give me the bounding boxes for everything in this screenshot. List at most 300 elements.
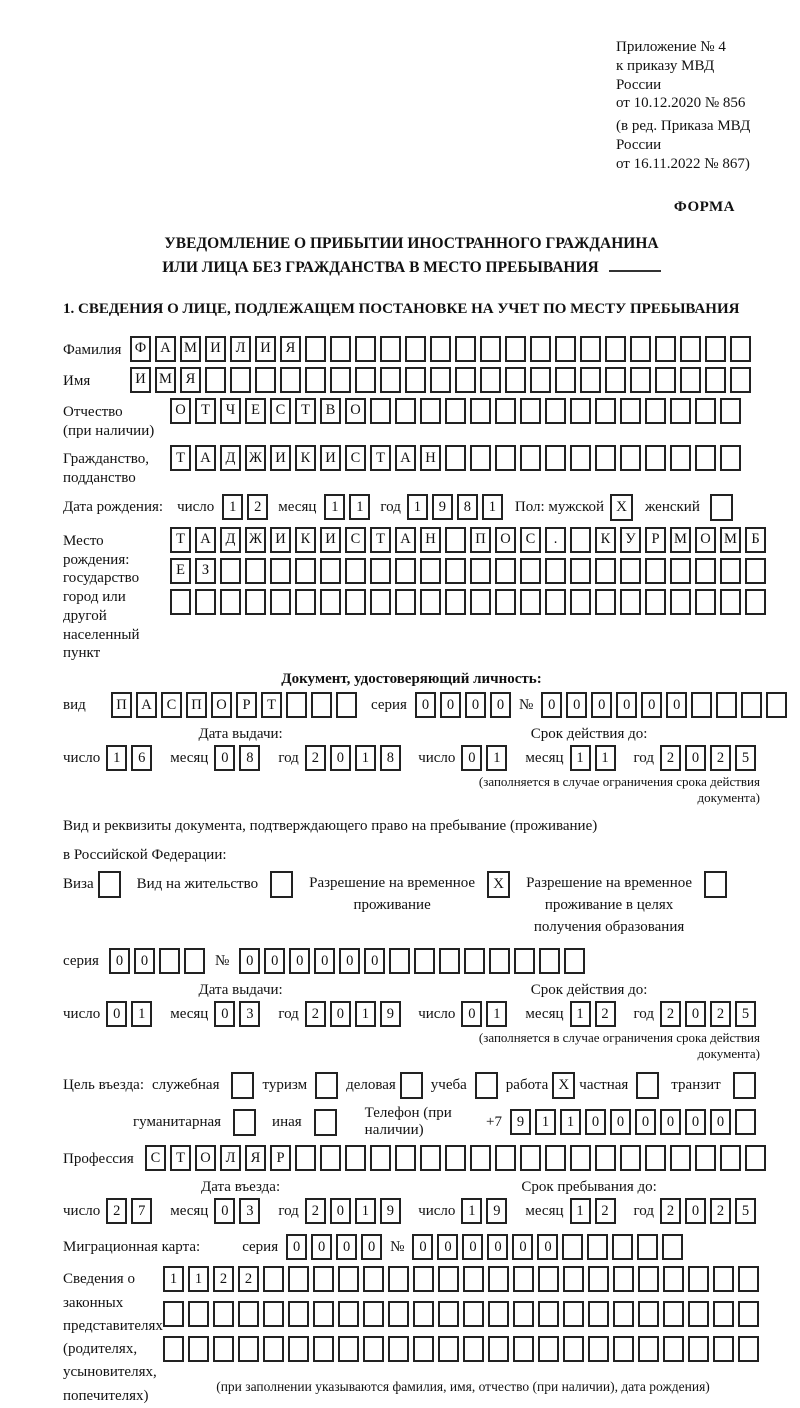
char-cell[interactable]: [670, 398, 691, 424]
char-cell[interactable]: 8: [380, 745, 401, 771]
char-cell[interactable]: А: [395, 445, 416, 471]
char-cell[interactable]: [513, 1336, 534, 1362]
char-cell[interactable]: [513, 1301, 534, 1327]
char-cell[interactable]: [595, 589, 616, 615]
char-cell[interactable]: 1: [486, 1001, 507, 1027]
char-cell[interactable]: [645, 558, 666, 584]
char-cell[interactable]: [295, 1145, 316, 1171]
char-cell[interactable]: [570, 398, 591, 424]
char-cell[interactable]: [463, 1266, 484, 1292]
migration-series-cells[interactable]: [286, 1234, 386, 1260]
char-cell[interactable]: 1: [355, 1001, 376, 1027]
char-cell[interactable]: Я: [180, 367, 201, 393]
char-cell[interactable]: Д: [220, 527, 241, 553]
char-cell[interactable]: [163, 1301, 184, 1327]
char-cell[interactable]: 0: [330, 1198, 351, 1224]
char-cell[interactable]: [670, 445, 691, 471]
char-cell[interactable]: Т: [170, 445, 191, 471]
char-cell[interactable]: [320, 558, 341, 584]
char-cell[interactable]: Ж: [245, 527, 266, 553]
char-cell[interactable]: П: [470, 527, 491, 553]
char-cell[interactable]: [538, 1336, 559, 1362]
char-cell[interactable]: [388, 1266, 409, 1292]
char-cell[interactable]: 0: [685, 1109, 706, 1135]
char-cell[interactable]: [570, 558, 591, 584]
char-cell[interactable]: [563, 1336, 584, 1362]
char-cell[interactable]: [395, 589, 416, 615]
char-cell[interactable]: [238, 1336, 259, 1362]
char-cell[interactable]: [655, 367, 676, 393]
char-cell[interactable]: О: [695, 527, 716, 553]
char-cell[interactable]: [370, 1145, 391, 1171]
char-cell[interactable]: М: [180, 336, 201, 362]
char-cell[interactable]: [495, 589, 516, 615]
char-cell[interactable]: [595, 1145, 616, 1171]
char-cell[interactable]: М: [720, 527, 741, 553]
char-cell[interactable]: Ф: [130, 336, 151, 362]
char-cell[interactable]: 1: [486, 745, 507, 771]
char-cell[interactable]: [213, 1336, 234, 1362]
citizenship-cells[interactable]: [170, 445, 745, 471]
profession-cells[interactable]: [145, 1145, 770, 1171]
char-cell[interactable]: Н: [420, 527, 441, 553]
char-cell[interactable]: [720, 589, 741, 615]
char-cell[interactable]: [470, 558, 491, 584]
char-cell[interactable]: [688, 1336, 709, 1362]
char-cell[interactable]: 1: [324, 494, 345, 520]
char-cell[interactable]: [505, 367, 526, 393]
char-cell[interactable]: 0: [289, 948, 310, 974]
char-cell[interactable]: Я: [280, 336, 301, 362]
char-cell[interactable]: К: [295, 445, 316, 471]
char-cell[interactable]: 0: [412, 1234, 433, 1260]
char-cell[interactable]: 2: [106, 1198, 127, 1224]
char-cell[interactable]: [695, 398, 716, 424]
char-cell[interactable]: [438, 1301, 459, 1327]
char-cell[interactable]: 9: [432, 494, 453, 520]
edu-permit-checkbox[interactable]: [704, 871, 727, 898]
char-cell[interactable]: 1: [349, 494, 370, 520]
residence-series-cells[interactable]: [109, 948, 209, 974]
char-cell[interactable]: И: [320, 527, 341, 553]
char-cell[interactable]: [495, 1145, 516, 1171]
purpose-tourism-checkbox[interactable]: [315, 1072, 338, 1099]
char-cell[interactable]: [489, 948, 510, 974]
purpose-other-checkbox[interactable]: [314, 1109, 337, 1136]
char-cell[interactable]: [255, 367, 276, 393]
char-cell[interactable]: [513, 1266, 534, 1292]
char-cell[interactable]: [680, 367, 701, 393]
legal-reps-cells-2[interactable]: [163, 1301, 763, 1327]
char-cell[interactable]: [280, 367, 301, 393]
char-cell[interactable]: [470, 398, 491, 424]
char-cell[interactable]: Л: [220, 1145, 241, 1171]
char-cell[interactable]: [670, 1145, 691, 1171]
char-cell[interactable]: 0: [591, 692, 612, 718]
char-cell[interactable]: 2: [660, 1198, 681, 1224]
char-cell[interactable]: [463, 1336, 484, 1362]
char-cell[interactable]: [530, 336, 551, 362]
char-cell[interactable]: [445, 445, 466, 471]
char-cell[interactable]: [663, 1301, 684, 1327]
entry-year-cells[interactable]: [305, 1198, 405, 1224]
char-cell[interactable]: С: [270, 398, 291, 424]
char-cell[interactable]: [438, 1336, 459, 1362]
char-cell[interactable]: 1: [188, 1266, 209, 1292]
char-cell[interactable]: [730, 367, 751, 393]
char-cell[interactable]: У: [620, 527, 641, 553]
char-cell[interactable]: 0: [239, 948, 260, 974]
char-cell[interactable]: [305, 336, 326, 362]
char-cell[interactable]: [520, 558, 541, 584]
char-cell[interactable]: [630, 367, 651, 393]
char-cell[interactable]: [695, 589, 716, 615]
char-cell[interactable]: 2: [595, 1001, 616, 1027]
char-cell[interactable]: 8: [239, 745, 260, 771]
char-cell[interactable]: [587, 1234, 608, 1260]
char-cell[interactable]: [620, 398, 641, 424]
char-cell[interactable]: 0: [214, 745, 235, 771]
residence-permit-checkbox[interactable]: [270, 871, 293, 898]
residence-validity-year-cells[interactable]: [660, 1001, 760, 1027]
given-name-cells[interactable]: [130, 367, 755, 393]
char-cell[interactable]: [637, 1234, 658, 1260]
char-cell[interactable]: Р: [645, 527, 666, 553]
char-cell[interactable]: 0: [336, 1234, 357, 1260]
char-cell[interactable]: [430, 336, 451, 362]
char-cell[interactable]: [445, 527, 466, 553]
char-cell[interactable]: [520, 1145, 541, 1171]
char-cell[interactable]: [184, 948, 205, 974]
char-cell[interactable]: [716, 692, 737, 718]
char-cell[interactable]: [645, 589, 666, 615]
residence-issue-day-cells[interactable]: [106, 1001, 156, 1027]
char-cell[interactable]: 1: [570, 745, 591, 771]
char-cell[interactable]: П: [111, 692, 132, 718]
char-cell[interactable]: [163, 1336, 184, 1362]
char-cell[interactable]: 0: [214, 1198, 235, 1224]
char-cell[interactable]: [605, 367, 626, 393]
char-cell[interactable]: [505, 336, 526, 362]
residence-validity-day-cells[interactable]: [461, 1001, 511, 1027]
char-cell[interactable]: [330, 367, 351, 393]
char-cell[interactable]: 0: [339, 948, 360, 974]
char-cell[interactable]: [263, 1301, 284, 1327]
char-cell[interactable]: Т: [370, 445, 391, 471]
char-cell[interactable]: 1: [131, 1001, 152, 1027]
char-cell[interactable]: [555, 336, 576, 362]
char-cell[interactable]: 5: [735, 1001, 756, 1027]
char-cell[interactable]: [730, 336, 751, 362]
char-cell[interactable]: [405, 336, 426, 362]
char-cell[interactable]: 1: [595, 745, 616, 771]
char-cell[interactable]: Т: [170, 527, 191, 553]
char-cell[interactable]: М: [670, 527, 691, 553]
char-cell[interactable]: [720, 1145, 741, 1171]
char-cell[interactable]: [420, 589, 441, 615]
char-cell[interactable]: [414, 948, 435, 974]
char-cell[interactable]: 1: [570, 1198, 591, 1224]
char-cell[interactable]: [595, 398, 616, 424]
char-cell[interactable]: И: [270, 527, 291, 553]
doc-number-cells[interactable]: [541, 692, 791, 718]
char-cell[interactable]: 1: [570, 1001, 591, 1027]
char-cell[interactable]: [270, 589, 291, 615]
char-cell[interactable]: [620, 445, 641, 471]
char-cell[interactable]: [766, 692, 787, 718]
char-cell[interactable]: [395, 398, 416, 424]
char-cell[interactable]: [580, 367, 601, 393]
char-cell[interactable]: 0: [361, 1234, 382, 1260]
char-cell[interactable]: [570, 1145, 591, 1171]
char-cell[interactable]: 0: [666, 692, 687, 718]
char-cell[interactable]: 1: [222, 494, 243, 520]
char-cell[interactable]: [445, 558, 466, 584]
char-cell[interactable]: 1: [407, 494, 428, 520]
char-cell[interactable]: 0: [314, 948, 335, 974]
char-cell[interactable]: [713, 1266, 734, 1292]
char-cell[interactable]: [612, 1234, 633, 1260]
char-cell[interactable]: [539, 948, 560, 974]
char-cell[interactable]: [345, 558, 366, 584]
char-cell[interactable]: [170, 589, 191, 615]
char-cell[interactable]: 0: [311, 1234, 332, 1260]
char-cell[interactable]: Е: [170, 558, 191, 584]
doc-series-cells[interactable]: [415, 692, 515, 718]
char-cell[interactable]: [413, 1266, 434, 1292]
char-cell[interactable]: [488, 1266, 509, 1292]
char-cell[interactable]: [670, 589, 691, 615]
residence-number-cells[interactable]: [239, 948, 589, 974]
char-cell[interactable]: 2: [710, 1198, 731, 1224]
purpose-study-checkbox[interactable]: [475, 1072, 498, 1099]
char-cell[interactable]: С: [345, 527, 366, 553]
char-cell[interactable]: Б: [745, 527, 766, 553]
char-cell[interactable]: [330, 336, 351, 362]
char-cell[interactable]: С: [161, 692, 182, 718]
char-cell[interactable]: [613, 1336, 634, 1362]
char-cell[interactable]: [213, 1301, 234, 1327]
char-cell[interactable]: [464, 948, 485, 974]
char-cell[interactable]: [395, 1145, 416, 1171]
legal-reps-cells-3[interactable]: [163, 1336, 763, 1362]
migration-number-cells[interactable]: [412, 1234, 687, 1260]
char-cell[interactable]: [545, 1145, 566, 1171]
char-cell[interactable]: 0: [710, 1109, 731, 1135]
char-cell[interactable]: 0: [461, 745, 482, 771]
char-cell[interactable]: [380, 336, 401, 362]
char-cell[interactable]: [588, 1266, 609, 1292]
char-cell[interactable]: [286, 692, 307, 718]
char-cell[interactable]: 2: [247, 494, 268, 520]
char-cell[interactable]: [455, 367, 476, 393]
purpose-business-checkbox[interactable]: [400, 1072, 423, 1099]
char-cell[interactable]: [530, 367, 551, 393]
char-cell[interactable]: С: [145, 1145, 166, 1171]
char-cell[interactable]: [538, 1301, 559, 1327]
char-cell[interactable]: [630, 336, 651, 362]
char-cell[interactable]: [205, 367, 226, 393]
char-cell[interactable]: П: [186, 692, 207, 718]
char-cell[interactable]: 5: [735, 1198, 756, 1224]
char-cell[interactable]: М: [155, 367, 176, 393]
char-cell[interactable]: И: [270, 445, 291, 471]
char-cell[interactable]: [338, 1301, 359, 1327]
char-cell[interactable]: 0: [106, 1001, 127, 1027]
char-cell[interactable]: Т: [261, 692, 282, 718]
char-cell[interactable]: [439, 948, 460, 974]
char-cell[interactable]: [263, 1266, 284, 1292]
char-cell[interactable]: [389, 948, 410, 974]
char-cell[interactable]: [705, 336, 726, 362]
char-cell[interactable]: [413, 1301, 434, 1327]
char-cell[interactable]: [680, 336, 701, 362]
char-cell[interactable]: [738, 1336, 759, 1362]
char-cell[interactable]: 2: [660, 1001, 681, 1027]
char-cell[interactable]: [488, 1301, 509, 1327]
char-cell[interactable]: 0: [437, 1234, 458, 1260]
char-cell[interactable]: 0: [109, 948, 130, 974]
char-cell[interactable]: [688, 1301, 709, 1327]
char-cell[interactable]: А: [195, 445, 216, 471]
char-cell[interactable]: [495, 558, 516, 584]
char-cell[interactable]: А: [155, 336, 176, 362]
char-cell[interactable]: 2: [305, 1198, 326, 1224]
char-cell[interactable]: [470, 589, 491, 615]
char-cell[interactable]: [388, 1301, 409, 1327]
char-cell[interactable]: [720, 398, 741, 424]
char-cell[interactable]: [488, 1336, 509, 1362]
entry-day-cells[interactable]: [106, 1198, 156, 1224]
char-cell[interactable]: [613, 1266, 634, 1292]
char-cell[interactable]: [470, 1145, 491, 1171]
char-cell[interactable]: [363, 1301, 384, 1327]
issue-year-cells[interactable]: [305, 745, 405, 771]
visa-checkbox[interactable]: [98, 871, 121, 898]
stay-month-cells[interactable]: [570, 1198, 620, 1224]
char-cell[interactable]: [538, 1266, 559, 1292]
char-cell[interactable]: О: [345, 398, 366, 424]
char-cell[interactable]: [313, 1336, 334, 1362]
char-cell[interactable]: [480, 336, 501, 362]
validity-day-cells[interactable]: [461, 745, 511, 771]
char-cell[interactable]: [195, 589, 216, 615]
char-cell[interactable]: [695, 445, 716, 471]
char-cell[interactable]: 0: [330, 1001, 351, 1027]
char-cell[interactable]: [713, 1336, 734, 1362]
char-cell[interactable]: [545, 558, 566, 584]
char-cell[interactable]: [445, 589, 466, 615]
char-cell[interactable]: 0: [415, 692, 436, 718]
issue-day-cells[interactable]: [106, 745, 156, 771]
char-cell[interactable]: [288, 1301, 309, 1327]
char-cell[interactable]: [220, 589, 241, 615]
char-cell[interactable]: 0: [490, 692, 511, 718]
char-cell[interactable]: И: [205, 336, 226, 362]
char-cell[interactable]: [288, 1266, 309, 1292]
char-cell[interactable]: С: [345, 445, 366, 471]
char-cell[interactable]: 0: [660, 1109, 681, 1135]
char-cell[interactable]: [345, 589, 366, 615]
char-cell[interactable]: О: [495, 527, 516, 553]
char-cell[interactable]: [188, 1336, 209, 1362]
char-cell[interactable]: 0: [512, 1234, 533, 1260]
char-cell[interactable]: 0: [461, 1001, 482, 1027]
char-cell[interactable]: 1: [560, 1109, 581, 1135]
char-cell[interactable]: Р: [236, 692, 257, 718]
char-cell[interactable]: 2: [710, 1001, 731, 1027]
char-cell[interactable]: Ч: [220, 398, 241, 424]
char-cell[interactable]: [595, 445, 616, 471]
residence-issue-year-cells[interactable]: [305, 1001, 405, 1027]
char-cell[interactable]: О: [195, 1145, 216, 1171]
char-cell[interactable]: О: [170, 398, 191, 424]
char-cell[interactable]: 0: [465, 692, 486, 718]
birth-place-cells-3[interactable]: [170, 589, 770, 615]
char-cell[interactable]: 5: [735, 745, 756, 771]
char-cell[interactable]: И: [130, 367, 151, 393]
char-cell[interactable]: [620, 1145, 641, 1171]
char-cell[interactable]: 0: [440, 692, 461, 718]
char-cell[interactable]: [563, 1266, 584, 1292]
char-cell[interactable]: 2: [660, 745, 681, 771]
char-cell[interactable]: [588, 1301, 609, 1327]
char-cell[interactable]: Я: [245, 1145, 266, 1171]
char-cell[interactable]: К: [595, 527, 616, 553]
char-cell[interactable]: И: [320, 445, 341, 471]
char-cell[interactable]: 0: [286, 1234, 307, 1260]
char-cell[interactable]: Т: [370, 527, 391, 553]
validity-month-cells[interactable]: [570, 745, 620, 771]
sex-female-checkbox[interactable]: [710, 494, 733, 521]
birth-day-cells[interactable]: [222, 494, 272, 520]
char-cell[interactable]: [295, 589, 316, 615]
temp-permit-checkbox[interactable]: X: [487, 871, 510, 898]
char-cell[interactable]: 9: [510, 1109, 531, 1135]
char-cell[interactable]: [420, 1145, 441, 1171]
birth-place-cells-1[interactable]: [170, 527, 770, 553]
char-cell[interactable]: [445, 1145, 466, 1171]
char-cell[interactable]: [613, 1301, 634, 1327]
char-cell[interactable]: 2: [710, 745, 731, 771]
char-cell[interactable]: [663, 1266, 684, 1292]
char-cell[interactable]: [363, 1266, 384, 1292]
char-cell[interactable]: [495, 445, 516, 471]
char-cell[interactable]: [555, 367, 576, 393]
char-cell[interactable]: 0: [541, 692, 562, 718]
char-cell[interactable]: [420, 558, 441, 584]
char-cell[interactable]: [313, 1301, 334, 1327]
char-cell[interactable]: А: [195, 527, 216, 553]
char-cell[interactable]: [705, 367, 726, 393]
char-cell[interactable]: [238, 1301, 259, 1327]
residence-validity-month-cells[interactable]: [570, 1001, 620, 1027]
char-cell[interactable]: 0: [685, 1198, 706, 1224]
char-cell[interactable]: Н: [420, 445, 441, 471]
char-cell[interactable]: Д: [220, 445, 241, 471]
char-cell[interactable]: [588, 1336, 609, 1362]
char-cell[interactable]: [311, 692, 332, 718]
char-cell[interactable]: [338, 1336, 359, 1362]
char-cell[interactable]: И: [255, 336, 276, 362]
char-cell[interactable]: [605, 336, 626, 362]
char-cell[interactable]: С: [520, 527, 541, 553]
char-cell[interactable]: [545, 445, 566, 471]
residence-issue-month-cells[interactable]: [214, 1001, 264, 1027]
char-cell[interactable]: [695, 1145, 716, 1171]
char-cell[interactable]: [295, 558, 316, 584]
char-cell[interactable]: [263, 1336, 284, 1362]
